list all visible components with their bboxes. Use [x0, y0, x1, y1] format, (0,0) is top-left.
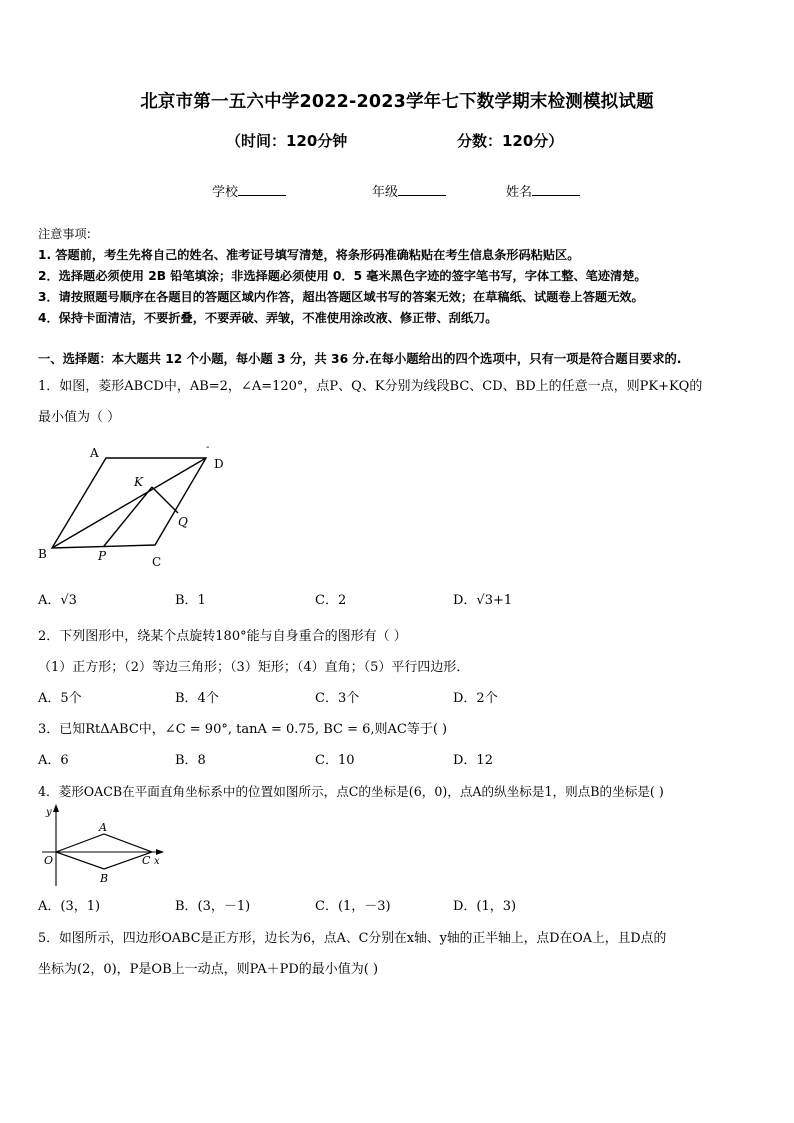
q1-text-line1: 1．如图，菱形ABCD中，AB=2，∠A=120°，点P、Q、K分别为线段BC、CD、BD上的任意一点，则PK+KQ的 — [38, 379, 703, 394]
q4-option-c: C．(1，－3) — [315, 899, 391, 914]
name-label: 姓名 — [506, 185, 533, 200]
label-x: x — [154, 856, 160, 867]
q3-option-b: B．8 — [175, 753, 206, 768]
q3-text: 3．已知RtΔABC中，∠C = 90°, tanA = 0.75, BC = 6,则AC等于( ) — [38, 722, 448, 737]
school-blank — [238, 183, 286, 196]
q2-option-b: B．4个 — [175, 691, 219, 706]
q1-option-c: C．2 — [315, 593, 347, 608]
label-a: A — [99, 821, 107, 834]
label-y: y — [46, 807, 52, 818]
q4-option-d: D．(1，3) — [453, 899, 517, 914]
q2-option-d: D．2个 — [453, 691, 498, 706]
q3-option-d: D．12 — [453, 753, 493, 768]
q2-text-line1: 2．下列图形中，绕某个点旋转180°能与自身重合的图形有（ ） — [38, 629, 407, 644]
name-blank — [532, 183, 580, 196]
q1-option-b: B．1 — [175, 593, 206, 608]
q2-option-c: C．3个 — [315, 691, 360, 706]
label-b: B — [100, 872, 109, 885]
q5-text-line1: 5．如图所示，四边形OABC是正方形，边长为6，点A、C分别在x轴、y轴的正半轴上，点D在OA上，且D点的 — [38, 931, 667, 946]
label-q: Q — [178, 515, 188, 529]
note-item-3: 3．请按照题号顺序在各题目的答题区域内作答，超出答题区域书写的答案无效；在草稿纸、试题卷上答题无效。 — [38, 290, 644, 304]
segment-kq — [152, 487, 178, 513]
name-field — [506, 181, 580, 200]
q4-option-a: A．(3，1) — [38, 899, 101, 914]
q4-coordinate-figure — [36, 802, 176, 888]
q5-text-line2: 坐标为(2，0)，P是OB上一动点，则PA＋PD的最小值为( ) — [38, 962, 379, 977]
notes-heading: 注意事项: — [38, 227, 91, 241]
grade-blank — [398, 183, 446, 196]
exam-score: 分数：120分） — [457, 132, 564, 150]
label-a: A — [90, 446, 99, 460]
diagonal-bd — [52, 458, 206, 548]
q1-option-d: D．√3+1 — [453, 593, 513, 608]
x-axis-arrow — [156, 849, 164, 855]
label-b: B — [38, 547, 47, 561]
section-heading: 一、选择题：本大题共 12 个小题，每小题 3 分，共 36 分.在每小题给出的四个选项中，只有一项是符合题目要求的. — [38, 352, 682, 366]
label-tick: - — [206, 442, 210, 453]
q1-option-a: A．√3 — [38, 593, 77, 608]
school-label: 学校 — [212, 185, 239, 200]
note-item-4: 4．保持卡面清洁，不要折叠，不要弄破、弄皱，不准使用涂改液、修正带、刮纸刀。 — [38, 311, 498, 325]
q1-rhombus-figure — [30, 440, 240, 575]
q3-option-c: C．10 — [315, 753, 355, 768]
q2-text-line2: （1）正方形；（2）等边三角形；（3）矩形；（4）直角；（5）平行四边形． — [38, 660, 470, 675]
note-item-2: 2．选择题必须使用 2B 铅笔填涂；非选择题必须使用 0．5 毫米黑色字迹的签字笔书写，字体工整、笔迹清楚。 — [38, 269, 647, 283]
q3-option-a: A．6 — [38, 753, 69, 768]
exam-time: （时间：120分钟 — [226, 132, 348, 150]
note-item-1: 1. 答题前，考生先将自己的姓名、准考证号填写清楚，将条形码准确粘贴在考生信息条形码粘贴区。 — [38, 248, 580, 262]
label-c: C — [152, 555, 162, 569]
grade-field — [372, 181, 446, 200]
q2-option-a: A．5个 — [38, 691, 82, 706]
q1-text-line2: 最小值为（ ） — [38, 410, 121, 425]
label-o: O — [44, 854, 54, 867]
segment-pk — [104, 487, 152, 546]
q4-option-b: B．(3，－1) — [175, 899, 251, 914]
page-title: 北京市第一五六中学2022-2023学年七下数学期末检测模拟试题 — [140, 92, 654, 112]
label-k: K — [134, 475, 143, 489]
label-c: C — [142, 854, 151, 867]
label-p: P — [98, 549, 107, 563]
grade-label: 年级 — [372, 185, 399, 200]
label-d: D — [214, 457, 224, 471]
q4-text: 4．菱形OACB在平面直角坐标系中的位置如图所示，点C的坐标是(6，0)，点A的纵坐标是1，则点B的坐标是( ) — [38, 784, 664, 799]
y-axis-arrow — [53, 804, 59, 812]
school-field — [212, 181, 286, 200]
